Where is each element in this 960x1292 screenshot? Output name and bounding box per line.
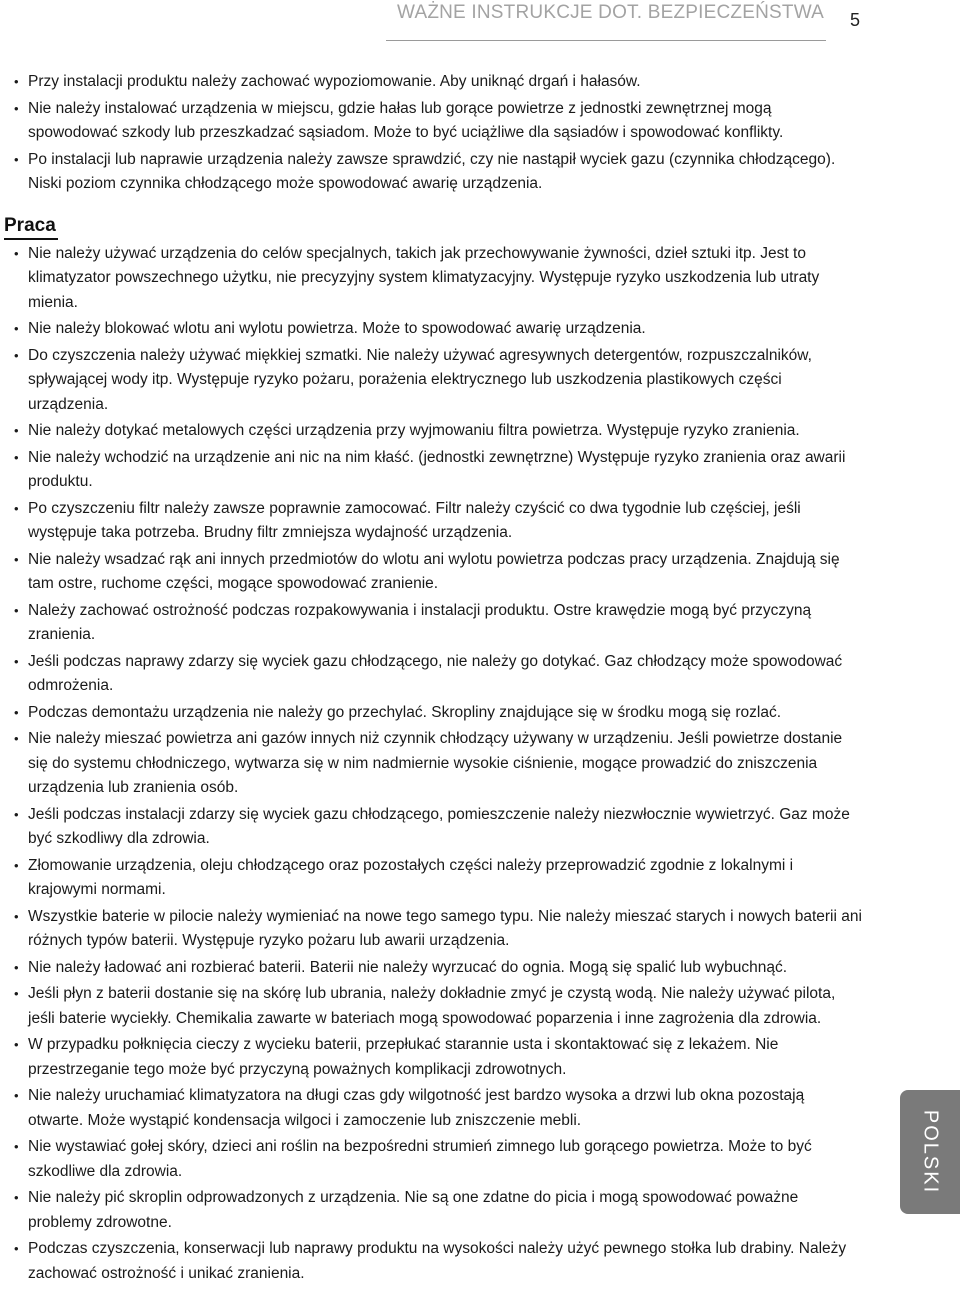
list-item: • Nie należy ładować ani rozbierać baterii. Baterii nie należy wyrzucać do ognia. Mogą się spalić lub wybuchnąć. [8, 956, 863, 981]
list-item: • Podczas czyszczenia, konserwacji lub naprawy produktu na wysokości należy użyć pewnego stołka lub drabiny. Należy zachować ostrożność i unikać zranienia. [8, 1237, 863, 1286]
list-item: • Jeśli podczas instalacji zdarzy się wyciek gazu chłodzącego, pomieszczenie należy niezwłocznie wywietrzyć. Gaz może być szkodliwy dla zdrowia. [8, 803, 863, 852]
list-item: • Wszystkie baterie w pilocie należy wymieniać na nowe tego samego typu. Nie należy mieszać starych i nowych baterii ani różnych typów baterii. Występuje ryzyko pożaru lub awarii urządzenia. [8, 905, 863, 954]
list-item: • Podczas demontażu urządzenia nie należy go przechylać. Skropliny znajdujące się w środku mogą się rozlać. [8, 701, 863, 726]
operation-list [8, 242, 863, 1287]
header-title: WAŻNE INSTRUKCJE DOT. BEZPIECZEŃSTWA [397, 2, 824, 23]
list-item: • Złomowanie urządzenia, oleju chłodzącego oraz pozostałych części należy przeprowadzić zgodnie z lokalnymi i krajowymi normami. [8, 854, 863, 903]
list-item: • W przypadku połknięcia cieczy z wycieku baterii, przepłukać starannie usta i skontaktować się z lekażem. Nie przestrzeganie tego może być przyczyną poważnych komplikacji zdrowotnych. [8, 1033, 863, 1082]
section-heading: Praca [4, 214, 58, 240]
language-tab-label: POLSKI [919, 1109, 942, 1195]
list-item: • Po czyszczeniu filtr należy zawsze poprawnie zamocować. Filtr należy czyścić co dwa tygodnie lub częściej, jeśli występuje taka potrzeba. Brudny filtr zmniejsza wydajność urządzenia. [8, 497, 863, 546]
list-item: • Nie należy mieszać powietrza ani gazów innych niż czynnik chłodzący używany w urządzeniu. Jeśli powietrze dostanie się do systemu chłodniczego, wytwarza się w nim nadmiernie wysokie ciśnienie, mogące prowadzić do zniszczenia urządzenia lub zranienia osób. [8, 727, 863, 801]
list-item: • Przy instalacji produktu należy zachować wypoziomowanie. Aby uniknąć drgań i hałasów. [8, 70, 863, 95]
document-body [4, 70, 863, 1288]
list-item: • Do czyszczenia należy używać miękkiej szmatki. Nie należy używać agresywnych detergentów, rozpuszczalników, spływającej wody itp. Występuje ryzyko pożaru, porażenia elektrycznego lub uszkodzenia plastikowych części urządzenia. [8, 344, 863, 418]
language-tab [900, 1090, 960, 1214]
page-header [386, 0, 826, 41]
list-item: • Nie należy blokować wlotu ani wylotu powietrza. Może to spowodować awarię urządzenia. [8, 317, 863, 342]
list-item: • Nie należy wchodzić na urządzenie ani nic na nim kłaść. (jednostki zewnętrzne) Występuje ryzyko zranienia oraz awarii produktu. [8, 446, 863, 495]
list-item: • Nie wystawiać gołej skóry, dzieci ani roślin na bezpośredni strumień zimnego lub gorącego powietrza. Może to być szkodliwe dla zdrowia. [8, 1135, 863, 1184]
list-item: • Nie należy instalować urządzenia w miejscu, gdzie hałas lub gorące powietrze z jednostki zewnętrznej mogą spowodować szkody lub przeszkadzać sąsiadom. Może to być uciążliwe dla sąsiadów i spowodować konflikty. [8, 97, 863, 146]
installation-list [8, 70, 863, 197]
list-item: • Należy zachować ostrożność podczas rozpakowywania i instalacji produktu. Ostre krawędzie mogą być przyczyną zranienia. [8, 599, 863, 648]
list-item: • Nie należy dotykać metalowych części urządzenia przy wyjmowaniu filtra powietrza. Występuje ryzyko zranienia. [8, 419, 863, 444]
list-item: • Nie należy używać urządzenia do celów specjalnych, takich jak przechowywanie żywności, dzieł sztuki itp. Jest to klimatyzator powszechnego użytku, nie precyzyjny system klimatyzacyjny. Występuje ryzyko uszkodzenia lub utraty mienia. [8, 242, 863, 316]
list-item: • Jeśli płyn z baterii dostanie się na skórę lub ubrania, należy dokładnie zmyć je czystą wodą. Nie należy używać pilota, jeśli baterie wyciekły. Chemikalia zawarte w bateriach mogą spowodować poparzenia i inne zagrożenia dla zdrowia. [8, 982, 863, 1031]
list-item: • Nie należy pić skroplin odprowadzonych z urządzenia. Nie są one zdatne do picia i mogą spowodować poważne problemy zdrowotne. [8, 1186, 863, 1235]
list-item: • Nie należy wsadzać rąk ani innych przedmiotów do wlotu ani wylotu powietrza podczas pracy urządzenia. Znajdują się tam ostre, ruchome części, mogące spowodować zranienie. [8, 548, 863, 597]
list-item: • Jeśli podczas naprawy zdarzy się wyciek gazu chłodzącego, nie należy go dotykać. Gaz chłodzący może spowodować odmrożenia. [8, 650, 863, 699]
list-item: • Nie należy uruchamiać klimatyzatora na długi czas gdy wilgotność jest bardzo wysoka a drzwi lub okna pozostają otwarte. Może wystąpić kondensacja wilgoci i zamoczenie lub zniszczenie mebli. [8, 1084, 863, 1133]
list-item: • Po instalacji lub naprawie urządzenia należy zawsze sprawdzić, czy nie nastąpił wyciek gazu (czynnika chłodzącego). Niski poziom czynnika chłodzącego może spowodować awarię urządzenia. [8, 148, 863, 197]
page-number: 5 [850, 10, 861, 30]
